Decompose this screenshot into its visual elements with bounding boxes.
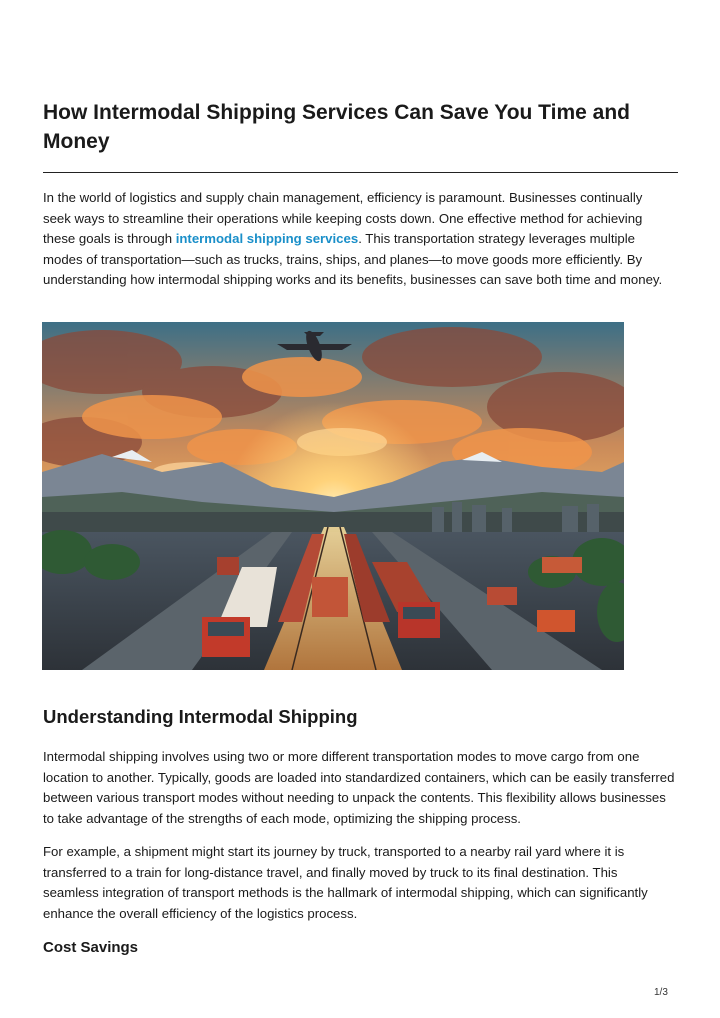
intro-text-end: . This transportation strategy leverages multiple modes of transportation—such as trucks, trains, ships, and planes—to move goods more efficiently. By understanding how intermodal shipping works and its benefits, businesses can save both time and money. xyxy=(43,231,663,287)
understanding-paragraph-1: Intermodal shipping involves using two or more different transportation modes to move cargo from one location to another. Typically, goods are loaded into standardized containers, which can be easily transferred between various transport modes without needing to unpack the contents. This flexibility allows businesses to take advantage of the strengths of each mode, optimizing the shipping process. xyxy=(43,749,675,826)
title-divider xyxy=(43,172,678,173)
section-heading-understanding: Understanding Intermodal Shipping xyxy=(43,706,358,727)
understanding-paragraph-2: For example, a shipment might start its journey by truck, transported to a nearby rail yard where it is transferred to a train for long-distance travel, and finally moved by truck to its final destination. This seamless integration of transport methods is the hallmark of intermodal shipping, which can significantly enhance the overall efficiency of the logistics process. xyxy=(43,844,648,921)
intermodal-shipping-link[interactable]: intermodal shipping services xyxy=(175,231,359,246)
page-title: How Intermodal Shipping Services Can Save You Time and Money xyxy=(43,101,630,153)
hero-image xyxy=(42,322,624,670)
intro-text-start: In the world of logistics and supply chain management, efficiency is paramount. Businesses continually seek ways to streamline their operations while keeping costs down. One effective method for achieving these goals is through xyxy=(43,190,643,246)
page-number: 1/3 xyxy=(654,987,668,998)
intro-paragraph xyxy=(43,188,673,291)
section-heading-cost-savings: Cost Savings xyxy=(43,939,139,956)
